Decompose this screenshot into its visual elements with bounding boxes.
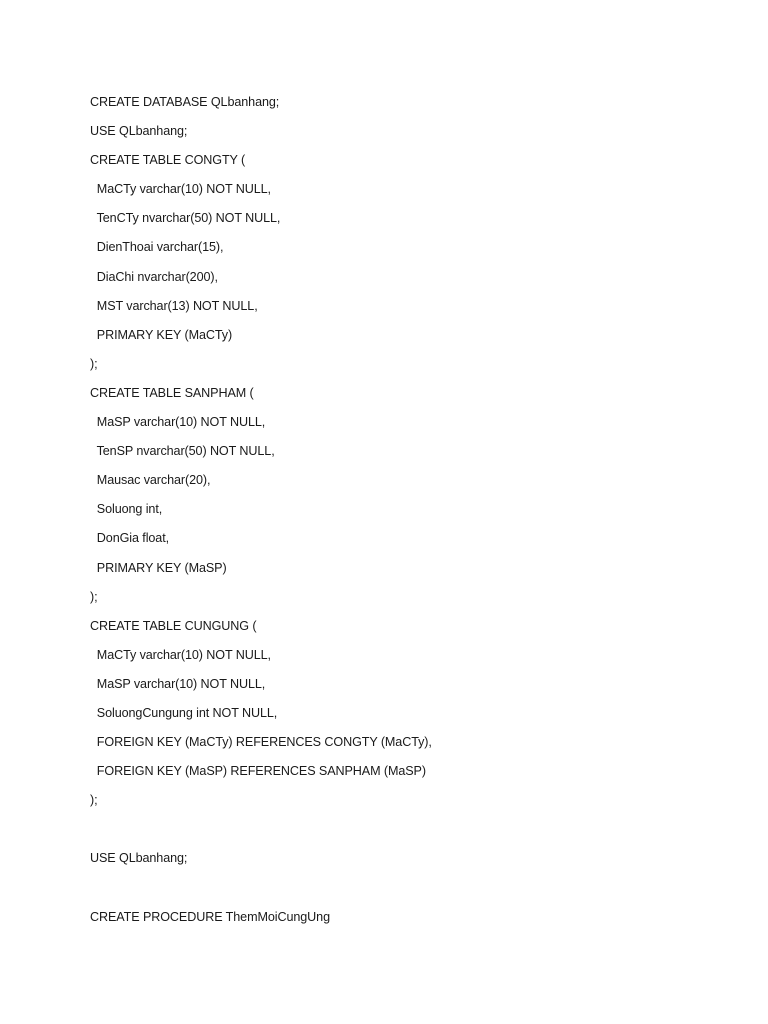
code-line: Mausac varchar(20), bbox=[90, 473, 211, 488]
sql-code-block bbox=[90, 88, 432, 932]
code-line: ); bbox=[90, 793, 98, 808]
code-line: SoluongCungung int NOT NULL, bbox=[90, 705, 278, 720]
code-line: MST varchar(13) NOT NULL, bbox=[90, 298, 258, 313]
code-line: USE QLbanhang; bbox=[90, 124, 188, 139]
code-line: TenCTy nvarchar(50) NOT NULL, bbox=[90, 211, 281, 226]
code-line: CREATE TABLE CONGTY ( bbox=[90, 153, 246, 168]
code-line: CREATE TABLE SANPHAM ( bbox=[90, 385, 254, 400]
code-line: ); bbox=[90, 356, 98, 371]
code-line: FOREIGN KEY (MaCTy) REFERENCES CONGTY (MaCTy), bbox=[90, 735, 432, 750]
code-line: CREATE PROCEDURE ThemMoiCungUng bbox=[90, 909, 330, 924]
code-line: DienThoai varchar(15), bbox=[90, 240, 224, 255]
code-line: PRIMARY KEY (MaSP) bbox=[90, 560, 227, 575]
code-line: CREATE DATABASE QLbanhang; bbox=[90, 95, 280, 109]
code-line: DiaChi nvarchar(200), bbox=[90, 269, 218, 284]
code-line: ); bbox=[90, 589, 98, 604]
code-line: USE QLbanhang; bbox=[90, 851, 188, 866]
code-line: MaCTy varchar(10) NOT NULL, bbox=[90, 182, 271, 197]
blank-line bbox=[90, 874, 432, 903]
code-line: MaSP varchar(10) NOT NULL, bbox=[90, 415, 266, 430]
code-line: CREATE TABLE CUNGUNG ( bbox=[90, 618, 257, 633]
code-line: DonGia float, bbox=[90, 531, 170, 546]
code-line: FOREIGN KEY (MaSP) REFERENCES SANPHAM (MaSP) bbox=[90, 764, 426, 779]
code-line: MaCTy varchar(10) NOT NULL, bbox=[90, 647, 271, 662]
blank-line bbox=[90, 815, 432, 844]
code-line: Soluong int, bbox=[90, 502, 163, 517]
code-line: TenSP nvarchar(50) NOT NULL, bbox=[90, 444, 275, 459]
code-line: PRIMARY KEY (MaCTy) bbox=[90, 327, 233, 342]
code-line: MaSP varchar(10) NOT NULL, bbox=[90, 676, 266, 691]
